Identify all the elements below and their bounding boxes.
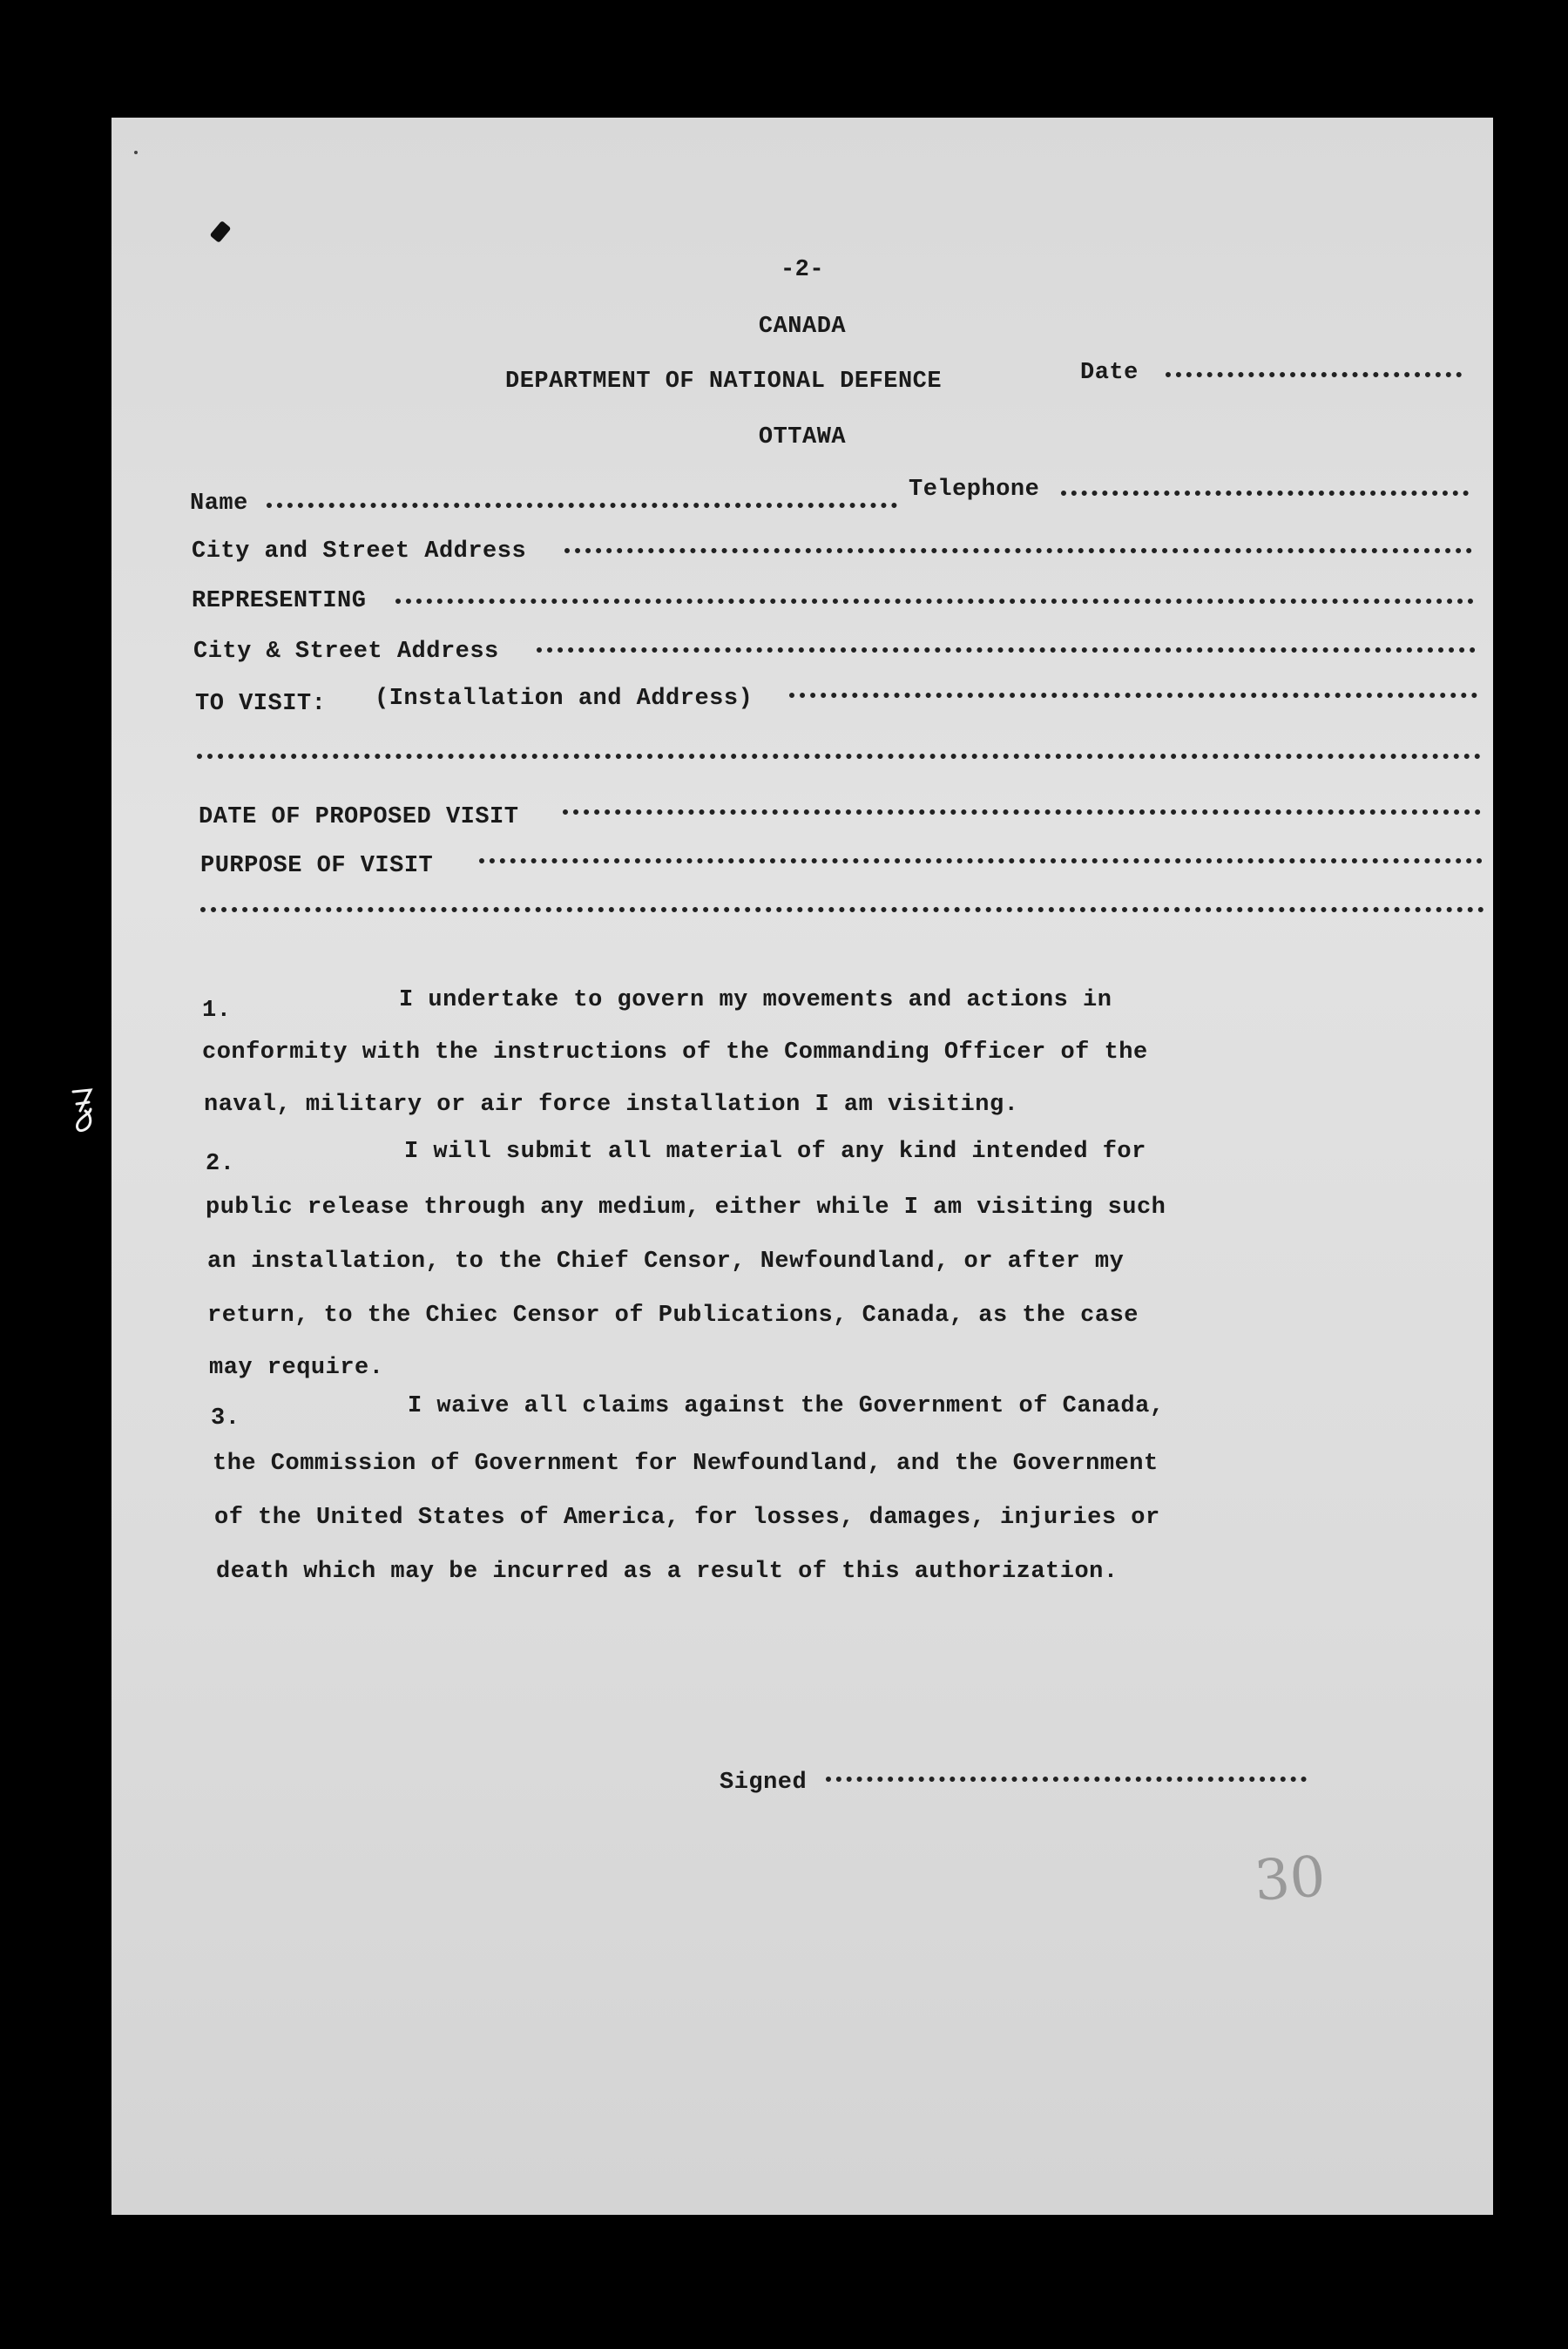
paragraph-3-line-3: of the United States of America, for losses, damages, injuries or	[214, 1505, 1160, 1531]
date-field[interactable]	[1166, 372, 1462, 377]
to-visit-field[interactable]	[789, 693, 1477, 698]
purpose-field[interactable]	[479, 858, 1483, 863]
signature-field[interactable]	[826, 1777, 1307, 1782]
paragraph-2-number: 2.	[206, 1151, 235, 1177]
name-field[interactable]	[267, 503, 897, 508]
to-visit-field-line2[interactable]	[197, 754, 1481, 759]
paragraph-3-line-1: I waive all claims against the Government of Canada,	[408, 1393, 1165, 1419]
paragraph-2-line-5: may require.	[209, 1355, 384, 1381]
paragraph-2-line-1: I will submit all material of any kind intended for	[404, 1139, 1146, 1165]
purpose-label: PURPOSE OF VISIT	[200, 853, 434, 879]
stray-mark	[210, 220, 232, 243]
paragraph-3-line-4: death which may be incurred as a result of this authorization.	[216, 1559, 1119, 1585]
representing-label: REPRESENTING	[192, 588, 367, 614]
paragraph-2-line-4: return, to the Chiec Censor of Publications, Canada, as the case	[207, 1303, 1139, 1329]
to-visit-hint: (Installation and Address)	[375, 686, 754, 712]
paragraph-2-line-2: public release through any medium, either while I am visiting such	[206, 1195, 1166, 1221]
city-heading: OTTAWA	[758, 424, 847, 450]
proposed-date-label: DATE OF PROPOSED VISIT	[199, 804, 519, 830]
representing-field[interactable]	[395, 599, 1474, 604]
paragraph-3-number: 3.	[211, 1405, 240, 1432]
address1-label: City and Street Address	[192, 538, 527, 565]
proposed-date-field[interactable]	[563, 809, 1481, 815]
telephone-field[interactable]	[1061, 491, 1469, 496]
paragraph-1-line-2: conformity with the instructions of the Commanding Officer of the	[202, 1039, 1148, 1066]
address2-field[interactable]	[537, 647, 1476, 653]
margin-mark	[68, 1085, 98, 1135]
address1-field[interactable]	[564, 548, 1472, 553]
department-heading: DEPARTMENT OF NATIONAL DEFENCE	[505, 369, 943, 395]
name-label: Name	[190, 491, 248, 517]
paragraph-1-number: 1.	[202, 998, 232, 1024]
handwritten-page-number: 30	[1252, 1845, 1328, 1914]
paragraph-1-line-1: I undertake to govern my movements and actions in	[399, 987, 1112, 1013]
address2-label: City & Street Address	[193, 639, 499, 665]
document-page	[112, 118, 1493, 2215]
signed-label: Signed	[720, 1770, 808, 1796]
paragraph-2-line-3: an installation, to the Chief Censor, Newfoundland, or after my	[207, 1249, 1125, 1275]
stray-dot	[134, 151, 138, 154]
to-visit-label: TO VISIT:	[195, 691, 327, 717]
country-heading: CANADA	[758, 314, 847, 340]
paragraph-1-line-3: naval, military or air force installation I am visiting.	[204, 1092, 1019, 1118]
paragraph-3-line-2: the Commission of Government for Newfoundland, and the Government	[213, 1451, 1159, 1477]
page-number: -2-	[780, 257, 825, 283]
purpose-field-line2[interactable]	[200, 907, 1484, 912]
date-label: Date	[1080, 360, 1139, 386]
telephone-label: Telephone	[909, 477, 1040, 503]
